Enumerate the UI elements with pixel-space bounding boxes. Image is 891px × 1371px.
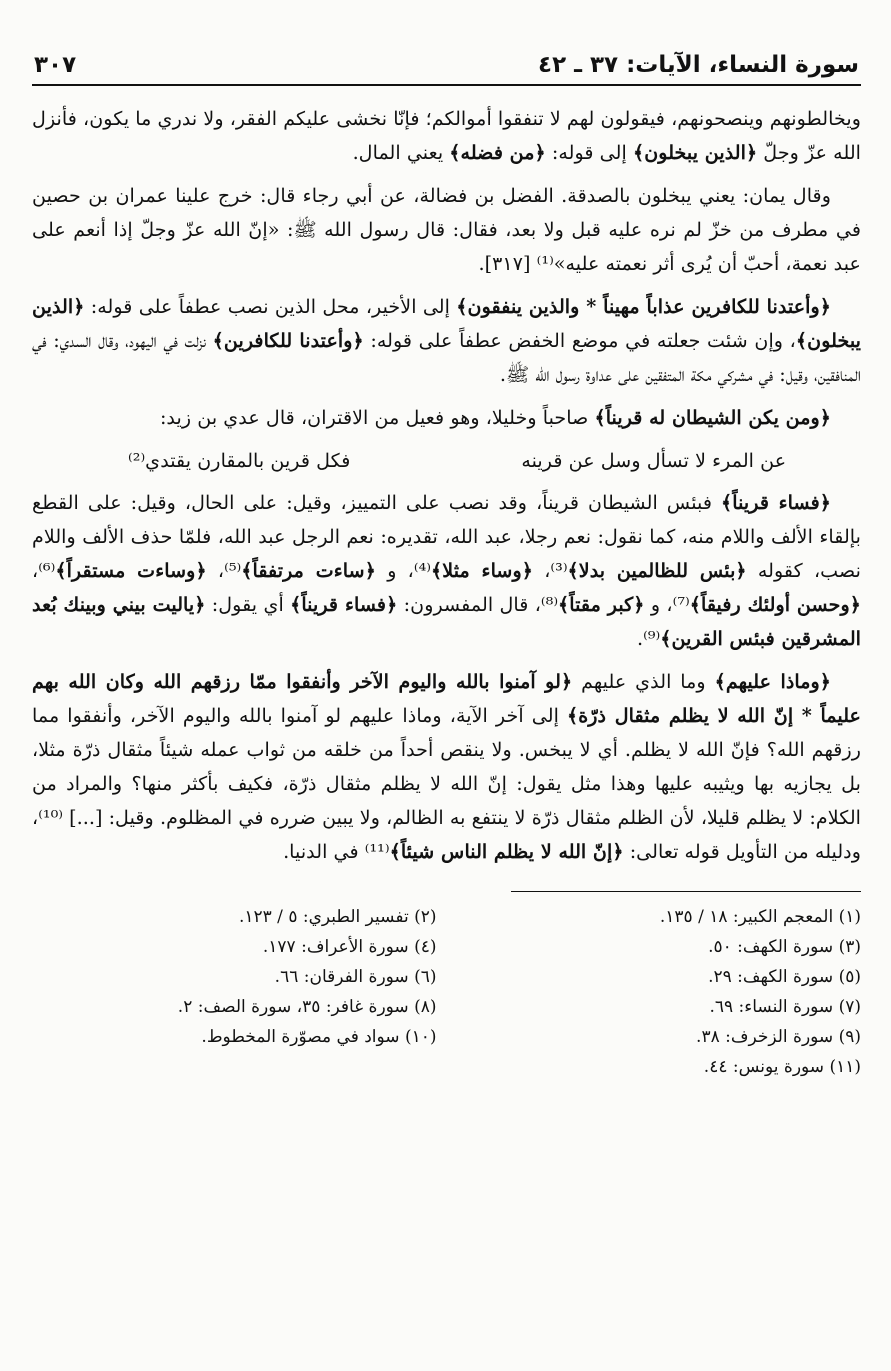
quran-quote: ﴿الذين يبخلون﴾ bbox=[32, 295, 861, 352]
footnote-rule bbox=[511, 891, 861, 892]
footnotes bbox=[32, 902, 861, 1082]
text-run: يعني المال. bbox=[352, 141, 450, 164]
text-run: أي يقول: bbox=[205, 593, 291, 616]
quran-quote: ﴿إنّ الله لا يظلم الناس شيئاً﴾ bbox=[389, 840, 624, 863]
footnote: (١١) سورة يونس: ٤٤. bbox=[703, 1057, 861, 1077]
quran-quote: ﴿وماذا عليهم﴾ bbox=[714, 670, 831, 693]
text-run: فبئس الشيطان قريناً، وقد نصب على التمييز، وقيل: على الحال، وقيل: على القطع بإلقاء الألف واللام منه، كما نقول: نعم رجلا، عبد الله، تقديره: نعم الرجل عبد الله، فلمّا حذف الألف واللام نصب، كقوله bbox=[32, 491, 861, 582]
page-number: ٣٠٧ bbox=[34, 52, 77, 78]
text-run: إلى آخر الآية، وماذا عليهم لو آمنوا بالله واليوم الآخر، وأنفقوا مما رزقهم الله؟ فإنّ الله لا يظلم. أي لا يبخس. ولا ينقص أحداً من خلقه من ثواب عمله شيئاً مثقال ذرّة مثلا، بل يجازيه بها ويثيبه عليها وهذا مثل يقول: إنّ الله لا يظلم مثقال ذرّة، فكيف بأكثر منها؟ والمراد من الكلام: لا يظلم قليلا، لأن الظلم مثقال ذرّة لا ينتفع به الظالم، ولا يبين ضرره في المظلوم. وقيل: [...] ⁽¹⁰⁾، ودليله من التأويل قوله تعالى: bbox=[32, 704, 861, 863]
running-header bbox=[32, 52, 861, 82]
quran-quote: ﴿بئس للظالمين بدلا﴾ bbox=[567, 559, 747, 582]
text-run: ⁽¹¹⁾ في الدنيا. bbox=[283, 840, 390, 863]
poetry-verse bbox=[32, 444, 861, 478]
text-run: نزلت في اليهود، وقال السدي: في المنافقين، وقيل: في مشركي مكة المتفقين على عداوة رسول الله ﷺ. bbox=[32, 329, 861, 386]
text-run: ⁽⁶⁾، bbox=[32, 559, 56, 582]
quran-quote: ﴿ومن يكن الشيطان له قريناً﴾ bbox=[594, 406, 831, 429]
text-run: وما الذي عليهم bbox=[572, 670, 715, 693]
text-run: ⁽⁷⁾، و bbox=[644, 593, 690, 616]
body-paragraph bbox=[32, 486, 861, 656]
quran-quote: ﴿ياليت بيني وبينك بُعد المشرقين فبئس القرين﴾ bbox=[32, 593, 861, 650]
footnote: (١) المعجم الكبير: ١٨ / ١٣٥. bbox=[659, 907, 861, 927]
text-run: وقال يمان: يعني يبخلون بالصدقة. الفضل بن فضالة، عن أبي رجاء قال: خرج علينا عمران بن حصين في مطرف من خزّ لم نره عليه قبل ولا بعد، فقال: قال رسول الله ﷺ: «إنّ الله عزّ وجلّ إذا أنعم على عبد نعمة، أحبّ أن يُرى أثر نعمته عليه»⁽¹⁾ [٣١٧]. bbox=[32, 184, 861, 275]
quran-quote: ﴿لو آمنوا بالله واليوم الآخر وأنفقوا ممّا رزقهم الله وكان الله بهم عليماً * إنّ الله لا يظلم مثقال ذرّة﴾ bbox=[32, 670, 861, 727]
footnote: (٢) تفسير الطبري: ٥ / ١٢٣. bbox=[238, 907, 437, 927]
body-text bbox=[32, 102, 861, 869]
text-run: ، وإن شئت جعلته في موضع الخفض عطفاً على قوله: bbox=[363, 329, 796, 352]
text-run: ⁽⁵⁾، bbox=[206, 559, 242, 582]
body-paragraph bbox=[32, 179, 861, 281]
quran-quote: ﴿وأعتدنا للكافرين﴾ bbox=[212, 329, 364, 352]
quran-quote: ﴿وساء مثلا﴾ bbox=[431, 559, 533, 582]
page bbox=[32, 52, 861, 1082]
quran-quote: ﴿فساء قريناً﴾ bbox=[721, 491, 832, 514]
footnote: (٩) سورة الزخرف: ٣٨. bbox=[696, 1027, 861, 1047]
quran-quote: ﴿الذين يبخلون﴾ bbox=[632, 141, 758, 164]
quran-quote: ﴿كبر مقتاً﴾ bbox=[558, 593, 645, 616]
footnote: (٨) سورة غافر: ٣٥، سورة الصف: ٢. bbox=[177, 997, 437, 1017]
text-run: ⁽³⁾، bbox=[533, 559, 568, 582]
text-run: إلى قوله: bbox=[545, 141, 633, 164]
header-title: سورة النساء، الآيات: ٣٧ ـ ٤٢ bbox=[538, 52, 859, 78]
header-rule bbox=[32, 84, 861, 86]
quran-quote: ﴿وساءت مستقراً﴾ bbox=[55, 559, 207, 582]
text-run: ⁽⁸⁾، قال المفسرون: bbox=[397, 593, 559, 616]
body-paragraph bbox=[32, 665, 861, 869]
footnote: (٧) سورة النساء: ٦٩. bbox=[709, 997, 861, 1017]
body-paragraph bbox=[32, 102, 861, 170]
verse-hemistich: عن المرء لا تسأل وسل عن قرينه bbox=[521, 449, 787, 472]
text-run: إلى الأخير، محل الذين نصب عطفاً على قوله: bbox=[84, 295, 457, 318]
quran-quote: ﴿ساءت مرتفقاً﴾ bbox=[241, 559, 376, 582]
quran-quote: ﴿فساء قريناً﴾ bbox=[290, 593, 398, 616]
footnote: (٣) سورة الكهف: ٥٠. bbox=[708, 937, 861, 957]
footnote: (٥) سورة الكهف: ٢٩. bbox=[708, 967, 861, 987]
body-paragraph bbox=[32, 401, 861, 435]
text-run: ⁽⁹⁾. bbox=[636, 627, 661, 650]
text-run: ويخالطونهم وينصحونهم، فيقولون لهم لا تنفقوا أموالكم؛ فإنّا نخشى عليكم الفقر، ولا ندري ما يكون، فأنزل الله عزّ وجلّ bbox=[32, 107, 861, 164]
text-run: صاحباً وخليلا، وهو فعيل من الاقتران، قال عدي بن زيد: bbox=[159, 406, 595, 429]
text-run: ⁽⁴⁾، و bbox=[375, 559, 431, 582]
verse-hemistich: فكل قرين بالمقارن يقتدي⁽²⁾ bbox=[128, 449, 351, 472]
quran-quote: ﴿وأعتدنا للكافرين عذاباً مهيناً * والذين ينفقون﴾ bbox=[456, 295, 831, 318]
footnote: (٦) سورة الفرقان: ٦٦. bbox=[274, 967, 437, 987]
quran-quote: ﴿من فضله﴾ bbox=[449, 141, 546, 164]
quran-quote: ﴿وحسن أولئك رفيقاً﴾ bbox=[689, 593, 862, 616]
footnote: (٤) سورة الأعراف: ١٧٧. bbox=[262, 937, 437, 957]
body-paragraph bbox=[32, 290, 861, 392]
footnote: (١٠) سواد في مصوّرة المخطوط. bbox=[201, 1027, 437, 1047]
